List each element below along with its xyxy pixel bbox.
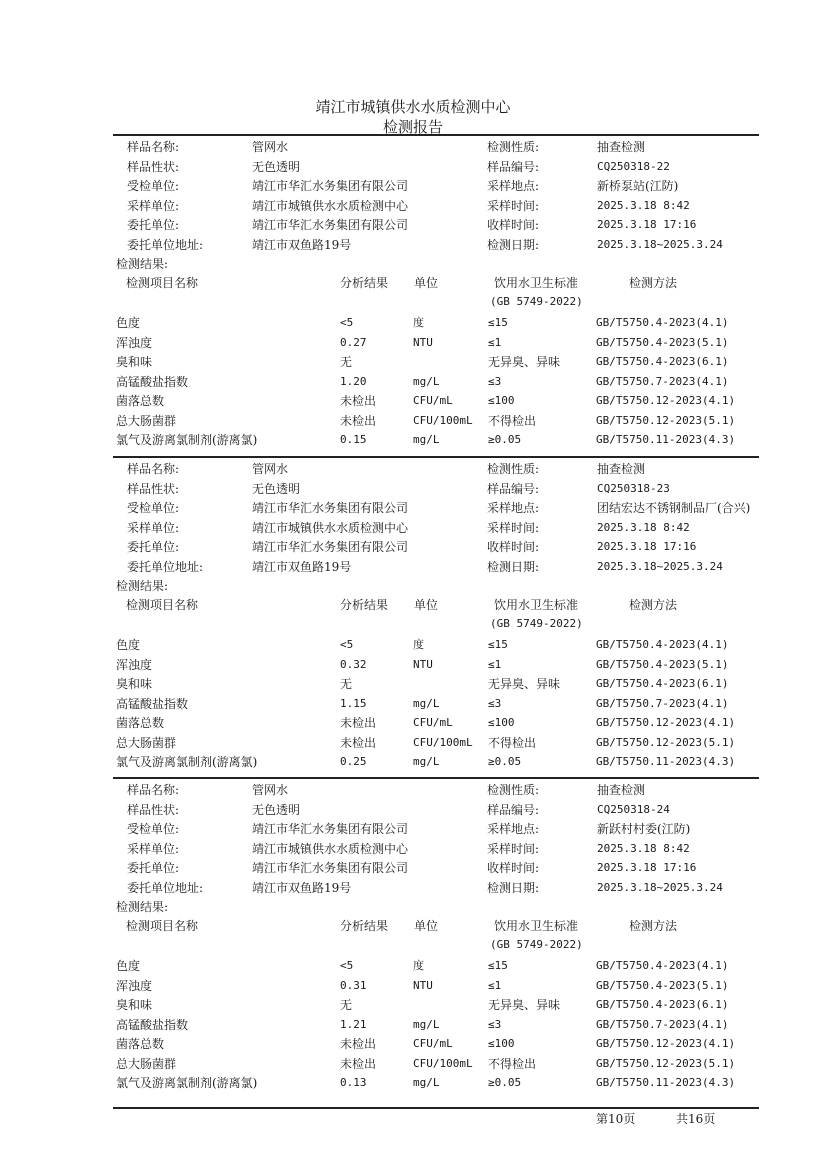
sample-name-label: 样品名称: [127,783,180,797]
result-row-standard: ≥0.05 [488,755,522,768]
result-row-standard: ≥0.05 [488,1076,522,1089]
sample-number-value: CQ250318-23 [597,481,670,495]
test-date-label: 检测日期: [487,559,540,574]
column-header-unit: 单位 [414,919,439,933]
column-header-method: 检测方法 [629,276,678,290]
result-row-standard: ≤15 [488,959,508,972]
result-row-standard: ≤1 [488,335,502,349]
results-heading: 检测结果: [116,900,169,914]
result-row-method: GB/T5750.12-2023(5.1) [596,413,736,427]
result-row-method: GB/T5750.4-2023(5.1) [596,335,729,349]
sampling-site-label: 采样地点: [487,501,540,515]
result-row-item: 高锰酸盐指数 [116,696,189,711]
result-row-value: 未检出 [340,1037,377,1051]
result-row-method: GB/T5750.4-2023(6.1) [596,355,729,368]
result-row-method: GB/T5750.4-2023(6.1) [596,998,729,1011]
entrust-unit-value: 靖江市华汇水务集团有限公司 [252,218,409,232]
inspected-unit-value: 靖江市华汇水务集团有限公司 [252,822,409,836]
result-row-method: GB/T5750.7-2023(4.1) [596,374,729,388]
sampling-unit-label: 采样单位: [127,198,180,213]
results-heading: 检测结果: [116,579,169,593]
sample-number-label: 样品编号: [487,481,540,496]
sampling-unit-value: 靖江市城镇供水水质检测中心 [252,520,409,535]
column-header-standard: 饮用水卫生标准 [494,919,579,933]
result-row-item: 菌落总数 [116,716,165,730]
test-nature-value: 抽查检测 [597,140,646,154]
section-top-rule [113,777,759,779]
sample-number-label: 样品编号: [487,802,540,817]
column-header-unit: 单位 [414,276,439,290]
sample-state-value: 无色透明 [252,159,301,174]
entrust-address-value: 靖江市双鱼路19号 [252,237,352,252]
column-header-item: 检测项目名称 [126,919,199,933]
result-row-item: 浑浊度 [116,978,153,993]
sample-state-value: 无色透明 [252,481,301,496]
test-nature-value: 抽查检测 [597,462,646,476]
result-row-item: 总大肠菌群 [116,735,177,750]
result-row-value: 未检出 [340,1056,377,1071]
result-row-value: 0.25 [340,755,367,768]
sampling-time-label: 采样时间: [487,198,540,213]
section-top-rule [113,456,759,458]
sampling-site-value: 团结宏达不锈钢制品厂(合兴) [597,501,751,515]
result-row-item: 菌落总数 [116,1037,165,1051]
result-row-unit: NTU [413,335,433,349]
result-row-method: GB/T5750.11-2023(4.3) [596,433,736,446]
result-row-item: 浑浊度 [116,335,153,350]
receive-time-value: 2025.3.18 17:16 [597,540,697,553]
column-header-item: 检测项目名称 [126,276,199,290]
result-row-value: 1.15 [340,696,367,710]
result-row-standard: ≤15 [488,316,508,329]
result-row-value: 未检出 [340,716,377,730]
result-row-method: GB/T5750.4-2023(4.1) [596,316,729,329]
test-nature-label: 检测性质: [487,140,540,154]
result-row-item: 浑浊度 [116,657,153,672]
result-row-value: 1.21 [340,1017,367,1031]
sampling-site-value: 新跃村村委(江防) [597,822,691,836]
test-date-value: 2025.3.18~2025.3.24 [597,880,723,894]
result-row-standard: 无异臭、异味 [488,677,561,691]
column-header-unit: 单位 [414,598,439,612]
result-row-item: 臭和味 [116,355,153,369]
entrust-unit-value: 靖江市华汇水务集团有限公司 [252,861,409,875]
entrust-unit-label: 委托单位: [127,540,180,554]
sampling-unit-value: 靖江市城镇供水水质检测中心 [252,841,409,856]
inspected-unit-label: 受检单位: [127,179,180,193]
result-row-unit: mg/L [413,1017,440,1031]
result-row-item: 臭和味 [116,998,153,1012]
result-row-method: GB/T5750.4-2023(5.1) [596,657,729,671]
result-row-value: 未检出 [340,413,377,428]
result-row-unit: CFU/100mL [413,1056,473,1070]
result-row-value: <5 [340,316,354,329]
result-row-value: 0.27 [340,335,367,349]
entrust-address-value: 靖江市双鱼路19号 [252,880,352,895]
result-row-standard: ≤15 [488,638,508,651]
inspected-unit-value: 靖江市华汇水务集团有限公司 [252,501,409,515]
result-row-method: GB/T5750.12-2023(5.1) [596,735,736,749]
result-row-unit: mg/L [413,374,440,388]
page-total: 共16页 [676,1112,716,1126]
receive-time-label: 收样时间: [487,540,540,554]
result-row-value: 未检出 [340,394,377,408]
column-header-result: 分析结果 [340,598,389,612]
result-row-value: 0.32 [340,657,367,671]
inspected-unit-label: 受检单位: [127,501,180,515]
sample-state-value: 无色透明 [252,802,301,817]
sampling-time-label: 采样时间: [487,841,540,856]
result-row-item: 色度 [116,316,141,330]
result-row-item: 总大肠菌群 [116,1056,177,1071]
result-row-unit: CFU/100mL [413,413,473,427]
result-row-method: GB/T5750.12-2023(4.1) [596,1037,736,1050]
sample-state-label: 样品性状: [127,159,180,174]
sample-number-value: CQ250318-22 [597,159,670,173]
result-row-unit: NTU [413,657,433,671]
result-row-item: 总大肠菌群 [116,413,177,428]
sample-name-label: 样品名称: [127,462,180,476]
result-row-value: 未检出 [340,735,377,750]
sampling-time-label: 采样时间: [487,520,540,535]
sample-name-value: 管网水 [252,140,289,154]
page-number: 第10页 [596,1112,636,1126]
inspected-unit-value: 靖江市华汇水务集团有限公司 [252,179,409,193]
column-header-standard: 饮用水卫生标准 [494,598,579,612]
sampling-time-value: 2025.3.18 8:42 [597,198,690,212]
result-row-standard: ≤3 [488,1017,502,1031]
result-row-unit: 度 [413,316,424,329]
result-row-method: GB/T5750.7-2023(4.1) [596,1017,729,1031]
result-row-item: 氯气及游离氯制剂(游离氯) [116,433,258,447]
result-row-unit: mg/L [413,1076,440,1089]
entrust-address-label: 委托单位地址: [127,880,204,895]
column-header-item: 检测项目名称 [126,598,199,612]
results-heading: 检测结果: [116,257,169,271]
result-row-standard: ≥0.05 [488,433,522,446]
result-row-method: GB/T5750.12-2023(5.1) [596,1056,736,1070]
test-date-label: 检测日期: [487,237,540,252]
result-row-unit: 度 [413,638,424,651]
result-row-standard: 不得检出 [488,1056,537,1071]
footer-divider [113,1107,759,1109]
result-row-method: GB/T5750.11-2023(4.3) [596,1076,736,1089]
column-header-standard: 饮用水卫生标准 [494,276,579,290]
sampling-unit-label: 采样单位: [127,520,180,535]
sample-state-label: 样品性状: [127,802,180,817]
result-row-item: 氯气及游离氯制剂(游离氯) [116,1076,258,1090]
result-row-standard: ≤1 [488,657,502,671]
result-row-standard: ≤100 [488,716,515,729]
column-header-standard-code: (GB 5749-2022) [490,617,583,630]
test-date-value: 2025.3.18~2025.3.24 [597,559,723,573]
column-header-method: 检测方法 [629,598,678,612]
sampling-site-label: 采样地点: [487,822,540,836]
column-header-result: 分析结果 [340,919,389,933]
result-row-method: GB/T5750.4-2023(4.1) [596,638,729,651]
result-row-standard: 不得检出 [488,413,537,428]
result-row-method: GB/T5750.7-2023(4.1) [596,696,729,710]
column-header-standard-code: (GB 5749-2022) [490,938,583,951]
result-row-standard: 不得检出 [488,735,537,750]
report-org-title: 靖江市城镇供水水质检测中心 [315,98,511,116]
sample-number-label: 样品编号: [487,159,540,174]
column-header-method: 检测方法 [629,919,678,933]
result-row-item: 高锰酸盐指数 [116,374,189,389]
result-row-unit: CFU/100mL [413,735,473,749]
result-row-unit: 度 [413,959,424,972]
result-row-value: 无 [340,998,353,1012]
sample-state-label: 样品性状: [127,481,180,496]
result-row-value: 无 [340,355,353,369]
result-row-item: 臭和味 [116,677,153,691]
report-title: 检测报告 [382,118,443,136]
receive-time-label: 收样时间: [487,218,540,232]
test-nature-label: 检测性质: [487,783,540,797]
result-row-method: GB/T5750.12-2023(4.1) [596,716,736,729]
result-row-unit: mg/L [413,755,440,768]
result-row-value: <5 [340,638,354,651]
sampling-unit-value: 靖江市城镇供水水质检测中心 [252,198,409,213]
result-row-unit: CFU/mL [413,716,453,729]
sample-number-value: CQ250318-24 [597,802,670,816]
entrust-address-label: 委托单位地址: [127,559,204,574]
result-row-standard: 无异臭、异味 [488,998,561,1012]
result-row-method: GB/T5750.4-2023(4.1) [596,959,729,972]
sample-name-value: 管网水 [252,462,289,476]
receive-time-label: 收样时间: [487,861,540,875]
entrust-address-value: 靖江市双鱼路19号 [252,559,352,574]
receive-time-value: 2025.3.18 17:16 [597,218,697,231]
result-row-method: GB/T5750.11-2023(4.3) [596,755,736,768]
entrust-unit-label: 委托单位: [127,861,180,875]
result-row-standard: ≤3 [488,374,502,388]
column-header-result: 分析结果 [340,276,389,290]
result-row-standard: ≤3 [488,696,502,710]
sample-name-value: 管网水 [252,783,289,797]
result-row-unit: mg/L [413,696,440,710]
sampling-time-value: 2025.3.18 8:42 [597,841,690,855]
result-row-method: GB/T5750.4-2023(5.1) [596,978,729,992]
entrust-address-label: 委托单位地址: [127,237,204,252]
sampling-time-value: 2025.3.18 8:42 [597,520,690,534]
sampling-site-value: 新桥泵站(江防) [597,179,679,193]
sampling-unit-label: 采样单位: [127,841,180,856]
result-row-method: GB/T5750.4-2023(6.1) [596,677,729,690]
entrust-unit-label: 委托单位: [127,218,180,232]
result-row-value: 0.31 [340,978,367,992]
result-row-standard: ≤100 [488,1037,515,1050]
result-row-unit: CFU/mL [413,1037,453,1050]
result-row-item: 氯气及游离氯制剂(游离氯) [116,755,258,769]
result-row-item: 高锰酸盐指数 [116,1017,189,1032]
result-row-unit: CFU/mL [413,394,453,407]
result-row-value: <5 [340,959,354,972]
result-row-value: 1.20 [340,374,367,388]
result-row-value: 无 [340,677,353,691]
result-row-item: 菌落总数 [116,394,165,408]
result-row-standard: 无异臭、异味 [488,355,561,369]
result-row-standard: ≤100 [488,394,515,407]
inspected-unit-label: 受检单位: [127,822,180,836]
sample-name-label: 样品名称: [127,140,180,154]
result-row-unit: NTU [413,978,433,992]
result-row-value: 0.15 [340,433,367,446]
test-date-value: 2025.3.18~2025.3.24 [597,237,723,251]
receive-time-value: 2025.3.18 17:16 [597,861,697,874]
column-header-standard-code: (GB 5749-2022) [490,295,583,308]
result-row-method: GB/T5750.12-2023(4.1) [596,394,736,407]
result-row-unit: mg/L [413,433,440,446]
test-nature-value: 抽查检测 [597,783,646,797]
test-date-label: 检测日期: [487,880,540,895]
result-row-item: 色度 [116,959,141,973]
result-row-value: 0.13 [340,1076,367,1089]
result-row-standard: ≤1 [488,978,502,992]
result-row-item: 色度 [116,638,141,652]
sampling-site-label: 采样地点: [487,179,540,193]
entrust-unit-value: 靖江市华汇水务集团有限公司 [252,540,409,554]
test-nature-label: 检测性质: [487,462,540,476]
